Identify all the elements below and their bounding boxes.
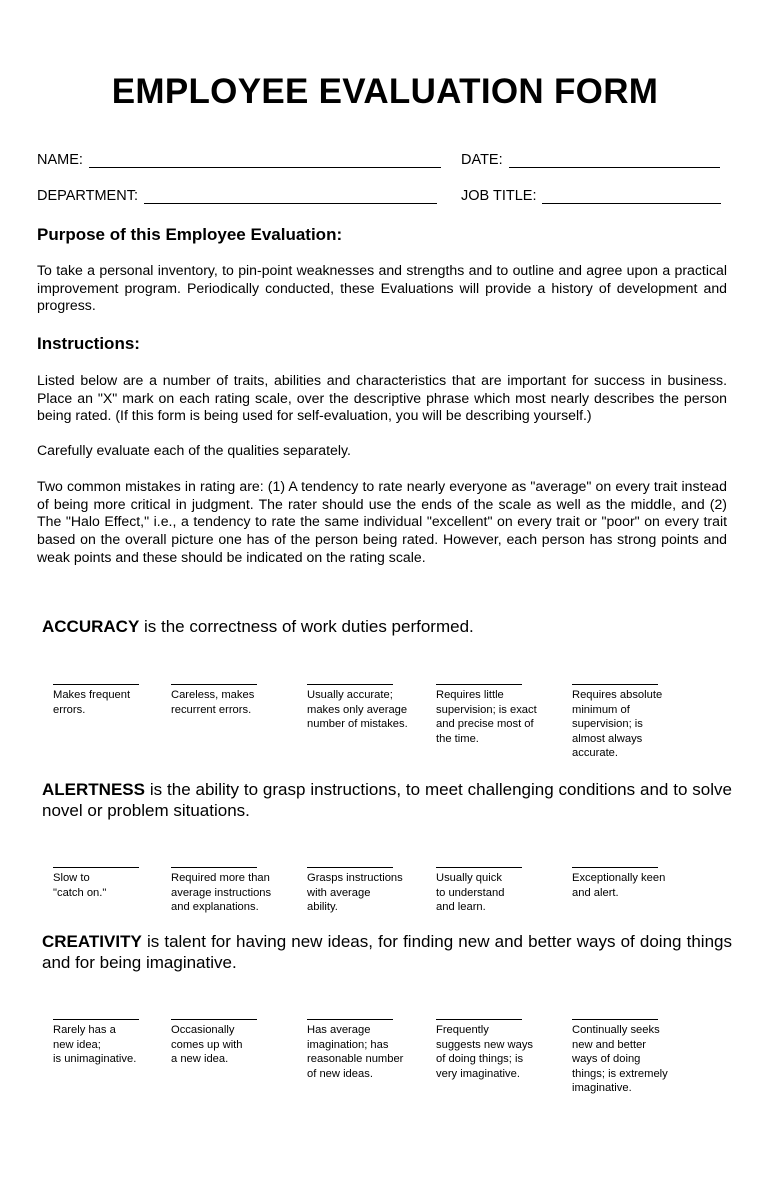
rating-blank[interactable] (307, 1019, 393, 1020)
trait-name: ALERTNESS (42, 780, 145, 799)
rating-option-label: Requires little supervision; is exact and precise most of the time. (436, 689, 537, 745)
department-field[interactable] (37, 188, 437, 204)
name-input-line[interactable] (89, 153, 441, 168)
rating-option-label: Usually accurate; makes only average number of mistakes. (307, 689, 408, 730)
rating-option-label: Makes frequent errors. (53, 689, 131, 716)
rating-blank[interactable] (436, 684, 522, 685)
rating-option[interactable] (436, 1019, 533, 1081)
date-field[interactable] (461, 152, 720, 168)
department-input-line[interactable] (144, 189, 437, 204)
trait-accuracy-statement (42, 616, 732, 637)
rating-option-label: Rarely has a new idea; is unimaginative. (53, 1024, 137, 1065)
trait-creativity-statement (42, 931, 732, 973)
rating-blank[interactable] (53, 867, 139, 868)
rating-option[interactable] (53, 867, 139, 900)
rating-option[interactable] (572, 684, 662, 761)
rating-option-label: Usually quick to understand and learn. (436, 872, 505, 913)
rating-option[interactable] (53, 1019, 139, 1067)
rating-option[interactable] (307, 684, 408, 732)
date-input-line[interactable] (509, 153, 720, 168)
trait-alertness-statement (42, 779, 732, 821)
rating-blank[interactable] (171, 684, 257, 685)
rating-blank[interactable] (572, 684, 658, 685)
rating-option-label: Grasps instructions with average ability. (307, 872, 403, 913)
rating-blank[interactable] (53, 1019, 139, 1020)
rating-blank[interactable] (307, 867, 393, 868)
purpose-text: To take a personal inventory, to pin-point weaknesses and strengths and to outline and agree upon a practical improvement program. Periodically conducted, these Evaluations will provide a history of development and progress. (37, 262, 727, 314)
instructions-heading: Instructions: (37, 334, 140, 353)
form-title: EMPLOYEE EVALUATION FORM (111, 72, 659, 111)
rating-option[interactable] (572, 1019, 668, 1096)
department-label: DEPARTMENT: (37, 188, 138, 204)
rating-option-label: Exceptionally keen and alert. (572, 872, 666, 899)
instructions-paragraph: Carefully evaluate each of the qualities separately. (37, 442, 351, 458)
rating-option[interactable] (53, 684, 139, 717)
job-title-input-line[interactable] (542, 189, 721, 204)
instructions-paragraph: Listed below are a number of traits, abilities and characteristics that are important for success in business. Place an "X" mark on each rating scale, over the descriptive phrase which most nearly describes the person being rated. (If this form is being used for self-evaluation, you will be describing yourself.) (37, 372, 727, 424)
job-title-field[interactable] (461, 188, 721, 204)
rating-option-label: Slow to "catch on." (53, 872, 107, 899)
trait-definition: is the correctness of work duties performed. (139, 617, 474, 636)
trait-definition: is the ability to grasp instructions, to meet challenging conditions and to solve novel or problem situations. (42, 780, 732, 820)
trait-name: CREATIVITY (42, 932, 142, 951)
rating-option[interactable] (307, 1019, 403, 1081)
name-field[interactable] (37, 152, 441, 168)
job-title-label: JOB TITLE: (461, 188, 537, 204)
rating-option[interactable] (171, 684, 257, 717)
date-label: DATE: (461, 152, 503, 168)
rating-option-label: Requires absolute minimum of supervision; is almost always accurate. (572, 689, 663, 759)
rating-option-label: Has average imagination; has reasonable number of new ideas. (307, 1024, 404, 1080)
rating-blank[interactable] (171, 1019, 257, 1020)
rating-blank[interactable] (53, 684, 139, 685)
instructions-paragraph: Two common mistakes in rating are: (1) A tendency to rate nearly everyone as "average" on every trait instead of being more critical in judgment. The rater should use the ends of the scale as well as the middle, and (2) The "Halo Effect," i.e., a tendency to rate the same individual "excellent" on every trait or "poor" on every trait based on the overall picture one has of the person being rated. However, each person has strong points and weak points and these should be indicated on the rating scale. (37, 478, 727, 565)
rating-option[interactable] (436, 867, 522, 915)
trait-name: ACCURACY (42, 617, 140, 636)
rating-option-label: Frequently suggests new ways of doing things; is very imaginative. (436, 1024, 534, 1080)
rating-blank[interactable] (572, 1019, 658, 1020)
rating-blank[interactable] (436, 1019, 522, 1020)
trait-definition: is talent for having new ideas, for finding new and better ways of doing things and for being imaginative. (42, 932, 732, 972)
rating-option[interactable] (307, 867, 403, 915)
rating-option[interactable] (572, 867, 665, 900)
rating-option[interactable] (436, 684, 537, 746)
rating-option-label: Required more than average instructions and explanations. (171, 872, 272, 913)
rating-option-label: Continually seeks new and better ways of doing things; is extremely imaginative. (572, 1024, 668, 1094)
rating-blank[interactable] (436, 867, 522, 868)
rating-option[interactable] (171, 1019, 257, 1067)
rating-option-label: Occasionally comes up with a new idea. (171, 1024, 243, 1065)
rating-blank[interactable] (171, 867, 257, 868)
rating-option[interactable] (171, 867, 271, 915)
rating-blank[interactable] (572, 867, 658, 868)
rating-blank[interactable] (307, 684, 393, 685)
name-label: NAME: (37, 152, 83, 168)
purpose-heading: Purpose of this Employee Evaluation: (37, 225, 343, 244)
rating-option-label: Careless, makes recurrent errors. (171, 689, 255, 716)
